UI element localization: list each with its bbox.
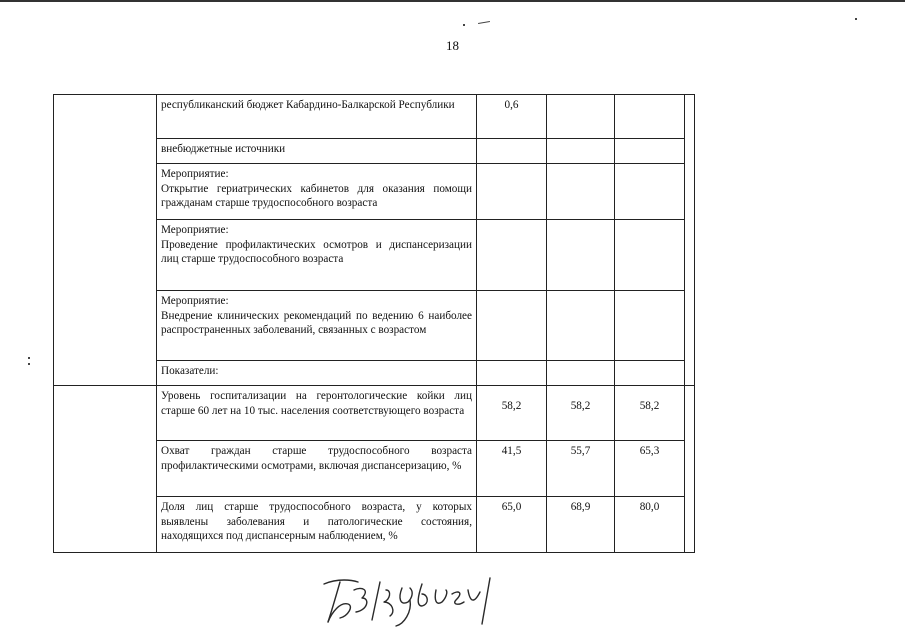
desc-line: внебюджетные источники [161, 143, 286, 155]
desc-body: Открытие гериатрических кабинетов для оказания помощи гражданам старше трудоспособного возраста [161, 182, 472, 209]
handwritten-signature [318, 572, 498, 630]
row-description [157, 291, 477, 361]
row-description [157, 164, 477, 220]
top-edge-line [0, 0, 905, 2]
scan-mark [28, 357, 30, 359]
value-cell-2: 68,9 [547, 497, 615, 553]
scan-mark [28, 363, 30, 365]
value-cell-3 [615, 139, 685, 164]
desc-line: Охват граждан старше трудоспособного возраста профилактическими осмотрами, включая диспансеризацию, % [161, 445, 472, 472]
value-cell-3 [615, 164, 685, 220]
empty-cell [685, 386, 695, 553]
desc-line: Уровень госпитализации на геронтологические койки лиц старше 60 лет на 10 тыс. населения соответствующего возраста [161, 390, 472, 417]
value-cell-2 [547, 95, 615, 139]
value-cell-2 [547, 361, 615, 386]
empty-cell [54, 95, 157, 386]
value-cell-2: 55,7 [547, 441, 615, 497]
value-cell-3 [615, 95, 685, 139]
value-cell-3: 65,3 [615, 441, 685, 497]
desc-line: Показатели: [161, 365, 219, 377]
value-cell-1 [477, 220, 547, 291]
value-cell-2: 58,2 [547, 386, 615, 441]
value-cell-1 [477, 164, 547, 220]
page-number: 18 [446, 38, 459, 53]
desc-line: Доля лиц старше трудоспособного возраста, у которых выявлены заболевания и патологические состояния, находящихся под диспансерным наблюдением, % [161, 501, 472, 542]
desc-body: Проведение профилактических осмотров и диспансеризации лиц старше трудоспособного возраста [161, 238, 472, 265]
value-cell-1 [477, 139, 547, 164]
value-cell-2 [547, 164, 615, 220]
row-description [157, 441, 477, 497]
desc-heading: Мероприятие: [161, 224, 229, 236]
value-cell-1: 41,5 [477, 441, 547, 497]
table-row [54, 95, 695, 139]
value-cell-2 [547, 291, 615, 361]
value-cell-3: 80,0 [615, 497, 685, 553]
value-cell-2 [547, 220, 615, 291]
value-cell-3 [615, 220, 685, 291]
value-cell-1: 0,6 [477, 95, 547, 139]
desc-body: Внедрение клинических рекомендаций по ведению 6 наиболее распространенных заболеваний, связанных с возрастом [161, 309, 472, 336]
desc-heading: Мероприятие: [161, 295, 229, 307]
empty-cell [685, 95, 695, 386]
scan-mark [855, 18, 857, 20]
scan-mark [463, 24, 465, 26]
row-description [157, 220, 477, 291]
desc-heading: Мероприятие: [161, 168, 229, 180]
value-cell-2 [547, 139, 615, 164]
value-cell-3 [615, 291, 685, 361]
value-cell-1 [477, 361, 547, 386]
value-cell-3: 58,2 [615, 386, 685, 441]
row-description [157, 497, 477, 553]
value-cell-1: 58,2 [477, 386, 547, 441]
scan-mark [478, 21, 490, 24]
value-cell-1: 65,0 [477, 497, 547, 553]
row-description [157, 361, 477, 386]
desc-line: республиканский бюджет Кабардино-Балкарской Республики [161, 99, 455, 111]
value-cell-3 [615, 361, 685, 386]
table-row [54, 386, 695, 441]
program-table [53, 94, 695, 553]
row-description [157, 386, 477, 441]
row-description [157, 95, 477, 139]
empty-cell [54, 386, 157, 553]
value-cell-1 [477, 291, 547, 361]
row-description [157, 139, 477, 164]
